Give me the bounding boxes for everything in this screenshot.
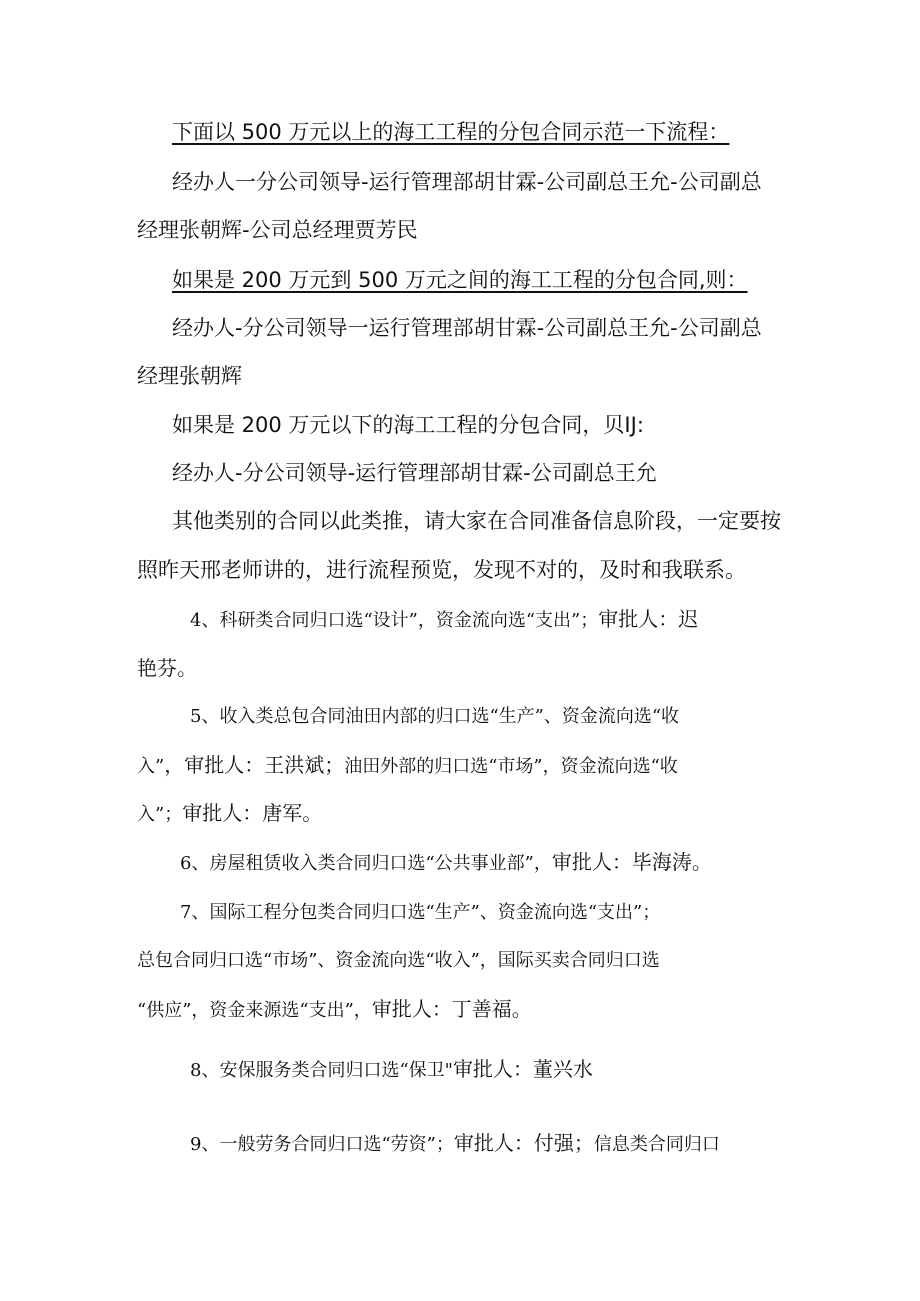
paragraph-intro-200-500: 如果是 200 万元到 500 万元之间的海工工程的分包合同,则： [172,268,748,292]
paragraph-other-line1: 其他类别的合同以此类推，请大家在合同准备信息阶段，一定要按 [172,509,781,533]
item-8-approver: 审批人：董兴水 [452,1057,593,1081]
item-4-approver: 审批人：迟 [598,607,699,631]
flow-200-500-line1: 经办人-分公司领导一运行管理部胡甘霖-公司副总王允-公司副总 [172,316,762,340]
item-7-approver: 审批人：丁善福。 [371,997,532,1021]
item-5-text-c: 入”； [137,804,183,825]
item-5-line2 [137,755,678,776]
item-5-text-b: 油田外部的归口选“市场”，资金流向选“收 [344,756,678,777]
flow-200-500-line2: 经理张朝辉 [137,364,242,388]
item-7-line1: 7、国际工程分包类合同归口选“生产”、资金流向选“支出”； [180,902,661,923]
item-9-text: 9、一般劳务合同归口选“劳资”； [190,1134,454,1155]
flow-below-200: 经办人-分公司领导-运行管理部胡甘霖-公司副总王允 [172,461,657,485]
flow-500-line2: 经理张朝辉-公司总经理贾芳民 [137,218,418,242]
item-7-text: “供应”，资金来源选“支出”， [137,1000,372,1021]
item-5-approver-a: ，审批人：王洪斌； [164,753,345,777]
item-4-text: 4、科研类合同归口选“设计”，资金流向选“支出”； [190,610,599,631]
item-7-line2: 总包合同归口选“市场”、资金流向选“收入”，国际买卖合同归口选 [137,950,660,971]
item-6 [180,852,712,873]
item-5-line3 [137,803,322,824]
item-4-line2: 艳芬。 [137,656,197,680]
item-8-text: 8、安保服务类合同归口选“保卫" [190,1060,453,1081]
item-6-text: 6、房屋租赁收入类合同归口选“公共事业部”， [180,853,552,874]
item-9-approver: 审批人：付强； [453,1131,594,1155]
item-9 [190,1133,720,1154]
paragraph-intro-500: 下面以 500 万元以上的海工工程的分包合同示范一下流程： [172,120,730,144]
flow-500-line1: 经办人一分公司领导-运行管理部胡甘霖-公司副总王允-公司副总 [172,170,762,194]
item-5-approver-b: 审批人：唐军。 [182,801,323,825]
paragraph-other-line2: 照昨天邢老师讲的，进行流程预览，发现不对的，及时和我联系。 [137,558,746,582]
paragraph-intro-below-200: 如果是 200 万元以下的海工工程的分包合同，贝IJ: [172,413,644,437]
item-5-line1: 5、收入类总包合同油田内部的归口选“生产”、资金流向选“收 [190,706,680,727]
item-9-text-tail: 信息类合同归口 [593,1134,720,1155]
item-6-approver: 审批人：毕海涛。 [551,850,712,874]
item-4-line1 [190,609,698,630]
item-5-text-a: 入” [137,756,165,777]
item-7-line3 [137,999,532,1020]
item-8 [190,1059,593,1080]
